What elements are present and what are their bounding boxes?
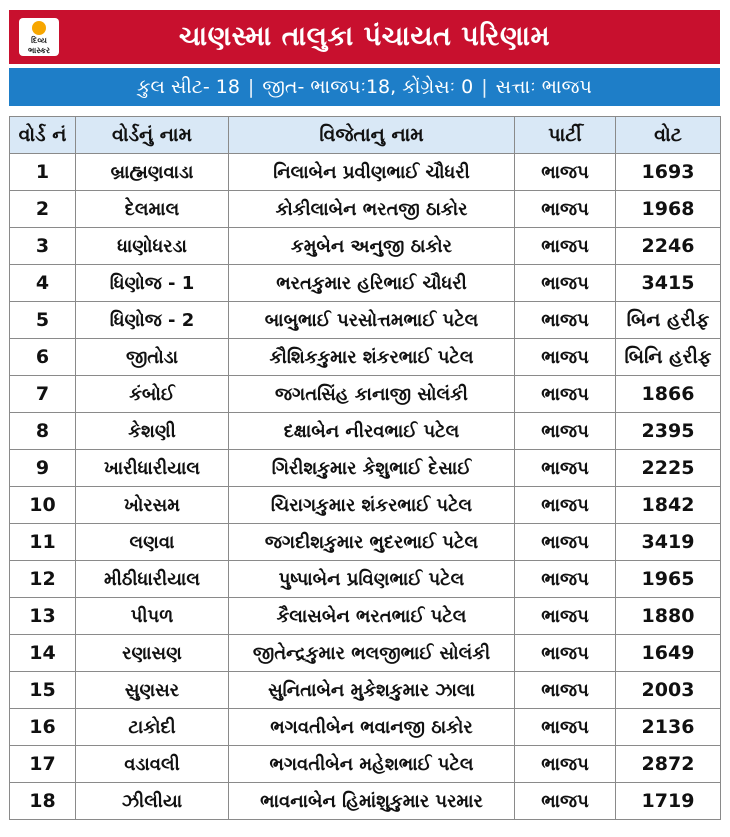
- total-seats: કુલ સીટ- 18: [137, 76, 240, 98]
- ward-name-cell: બ્રાહ્મણવાડા: [76, 154, 229, 191]
- party-cell: ભાજપ: [515, 672, 616, 709]
- winner-name-cell: જગદીશકુમાર ભુદરભાઈ પટેલ: [229, 524, 515, 561]
- party-cell: ભાજપ: [515, 635, 616, 672]
- summary-separator: |: [247, 76, 255, 98]
- party-cell: ભાજપ: [515, 191, 616, 228]
- ward-name-cell: લણવા: [76, 524, 229, 561]
- table-header-row: [10, 117, 721, 154]
- divya-bhaskar-logo: [19, 18, 59, 56]
- col-ward-name: વોર્ડનું નામ: [76, 117, 229, 154]
- party-cell: ભાજપ: [515, 783, 616, 820]
- ward-number-cell: 9: [10, 450, 76, 487]
- table-row: [10, 228, 721, 265]
- ward-number-cell: 13: [10, 598, 76, 635]
- party-cell: ભાજપ: [515, 709, 616, 746]
- party-cell: ભાજપ: [515, 487, 616, 524]
- winner-name-cell: ચિરાગકુમાર શંકરભાઈ પટેલ: [229, 487, 515, 524]
- ward-number-cell: 1: [10, 154, 76, 191]
- table-row: [10, 376, 721, 413]
- ward-name-cell: કેશણી: [76, 413, 229, 450]
- votes-cell: 2246: [616, 228, 721, 265]
- party-cell: ભાજપ: [515, 228, 616, 265]
- table-row: [10, 598, 721, 635]
- ward-number-cell: 10: [10, 487, 76, 524]
- party-cell: ભાજપ: [515, 450, 616, 487]
- ward-name-cell: જીતોડા: [76, 339, 229, 376]
- ward-name-cell: મીઠીધારીયાલ: [76, 561, 229, 598]
- winner-name-cell: પુષ્પાબેન પ્રવિણભાઈ પટેલ: [229, 561, 515, 598]
- logo-text-top: દિવ્ય: [31, 36, 47, 45]
- votes-cell: 1719: [616, 783, 721, 820]
- votes-cell: 2003: [616, 672, 721, 709]
- winner-name-cell: જગતસિંહ કાનાજી સોલંકી: [229, 376, 515, 413]
- table-row: [10, 413, 721, 450]
- ward-name-cell: ઝીલીયા: [76, 783, 229, 820]
- table-row: [10, 561, 721, 598]
- votes-cell: 3415: [616, 265, 721, 302]
- power-holder: સત્તાઃ ભાજપ: [495, 76, 592, 98]
- winner-name-cell: ભગવતીબેન મહેશભાઈ પટેલ: [229, 746, 515, 783]
- votes-cell: બિનિ હરીફ: [616, 339, 721, 376]
- votes-cell: 1968: [616, 191, 721, 228]
- win-tally: જીત- ભાજપઃ18, કોંગ્રેસઃ 0: [262, 76, 474, 98]
- votes-cell: 2872: [616, 746, 721, 783]
- votes-cell: 1965: [616, 561, 721, 598]
- table-row: [10, 635, 721, 672]
- party-cell: ભાજપ: [515, 746, 616, 783]
- votes-cell: 1693: [616, 154, 721, 191]
- ward-number-cell: 6: [10, 339, 76, 376]
- winner-name-cell: બાબુભાઈ પરસોત્તમભાઈ પટેલ: [229, 302, 515, 339]
- col-ward-number: વોર્ડ નં: [10, 117, 76, 154]
- ward-name-cell: કંબોઈ: [76, 376, 229, 413]
- table-row: [10, 154, 721, 191]
- summary-separator: |: [481, 76, 488, 98]
- table-row: [10, 339, 721, 376]
- ward-number-cell: 7: [10, 376, 76, 413]
- winner-name-cell: નિલાબેન પ્રવીણભાઈ ચૌધરી: [229, 154, 515, 191]
- winner-name-cell: કૌશિકકુમાર શંકરભાઈ પટેલ: [229, 339, 515, 376]
- ward-number-cell: 2: [10, 191, 76, 228]
- ward-name-cell: ધિણોજ - 2: [76, 302, 229, 339]
- votes-cell: બિન હરીફ: [616, 302, 721, 339]
- table-row: [10, 709, 721, 746]
- ward-number-cell: 15: [10, 672, 76, 709]
- winner-name-cell: સુનિતાબેન મુકેશકુમાર ઝાલા: [229, 672, 515, 709]
- table-row: [10, 746, 721, 783]
- ward-name-cell: પીપળ: [76, 598, 229, 635]
- votes-cell: 1880: [616, 598, 721, 635]
- ward-name-cell: ટાકોદી: [76, 709, 229, 746]
- ward-number-cell: 3: [10, 228, 76, 265]
- ward-number-cell: 14: [10, 635, 76, 672]
- table-row: [10, 302, 721, 339]
- title-bar: [9, 10, 720, 64]
- winner-name-cell: કમુબેન અનુજી ઠાકોર: [229, 228, 515, 265]
- winner-name-cell: ગિરીશકુમાર કેશુભાઈ દેસાઈ: [229, 450, 515, 487]
- ward-number-cell: 12: [10, 561, 76, 598]
- table-row: [10, 265, 721, 302]
- winner-name-cell: દક્ષાબેન નીરવભાઈ પટેલ: [229, 413, 515, 450]
- table-row: [10, 450, 721, 487]
- winner-name-cell: ભરતકુમાર હરિભાઈ ચૌધરી: [229, 265, 515, 302]
- results-table: [9, 116, 721, 820]
- ward-name-cell: રણાસણ: [76, 635, 229, 672]
- table-row: [10, 672, 721, 709]
- party-cell: ભાજપ: [515, 265, 616, 302]
- votes-cell: 2136: [616, 709, 721, 746]
- votes-cell: 2395: [616, 413, 721, 450]
- party-cell: ભાજપ: [515, 376, 616, 413]
- page-title: ચાણસ્મા તાલુકા પંચાયત પરિણામ: [178, 21, 551, 52]
- winner-name-cell: ભગવતીબેન ભવાનજી ઠાકોર: [229, 709, 515, 746]
- ward-name-cell: ખોરસમ: [76, 487, 229, 524]
- ward-name-cell: દેલમાલ: [76, 191, 229, 228]
- winner-name-cell: કોકીલાબેન ભરતજી ઠાકોર: [229, 191, 515, 228]
- table-row: [10, 783, 721, 820]
- winner-name-cell: જીતેન્દ્રકુમાર ભલજીભાઈ સોલંકી: [229, 635, 515, 672]
- votes-cell: 1649: [616, 635, 721, 672]
- ward-number-cell: 4: [10, 265, 76, 302]
- ward-name-cell: સુણસર: [76, 672, 229, 709]
- party-cell: ભાજપ: [515, 413, 616, 450]
- ward-name-cell: ધાણોધરડા: [76, 228, 229, 265]
- summary-bar: [9, 68, 720, 106]
- votes-cell: 1866: [616, 376, 721, 413]
- winner-name-cell: ભાવનાબેન હિમાંશુકુમાર પરમાર: [229, 783, 515, 820]
- party-cell: ભાજપ: [515, 339, 616, 376]
- ward-number-cell: 16: [10, 709, 76, 746]
- ward-name-cell: વડાવલી: [76, 746, 229, 783]
- table-body: [10, 154, 721, 820]
- party-cell: ભાજપ: [515, 598, 616, 635]
- table-row: [10, 524, 721, 561]
- ward-name-cell: ખારીધારીયાલ: [76, 450, 229, 487]
- party-cell: ભાજપ: [515, 524, 616, 561]
- party-cell: ભાજપ: [515, 302, 616, 339]
- votes-cell: 2225: [616, 450, 721, 487]
- votes-cell: 3419: [616, 524, 721, 561]
- winner-name-cell: કૈલાસબેન ભરતભાઈ પટેલ: [229, 598, 515, 635]
- ward-number-cell: 5: [10, 302, 76, 339]
- ward-number-cell: 8: [10, 413, 76, 450]
- party-cell: ભાજપ: [515, 561, 616, 598]
- ward-number-cell: 18: [10, 783, 76, 820]
- table-row: [10, 191, 721, 228]
- logo-text-bottom: ભાસ્કર: [27, 46, 51, 55]
- table-row: [10, 487, 721, 524]
- party-cell: ભાજપ: [515, 154, 616, 191]
- col-party: પાર્ટી: [515, 117, 616, 154]
- ward-name-cell: ધિણોજ - 1: [76, 265, 229, 302]
- col-votes: વોટ: [616, 117, 721, 154]
- ward-number-cell: 17: [10, 746, 76, 783]
- sun-icon: [32, 21, 46, 35]
- col-winner-name: વિજેતાનુ નામ: [229, 117, 515, 154]
- ward-number-cell: 11: [10, 524, 76, 561]
- votes-cell: 1842: [616, 487, 721, 524]
